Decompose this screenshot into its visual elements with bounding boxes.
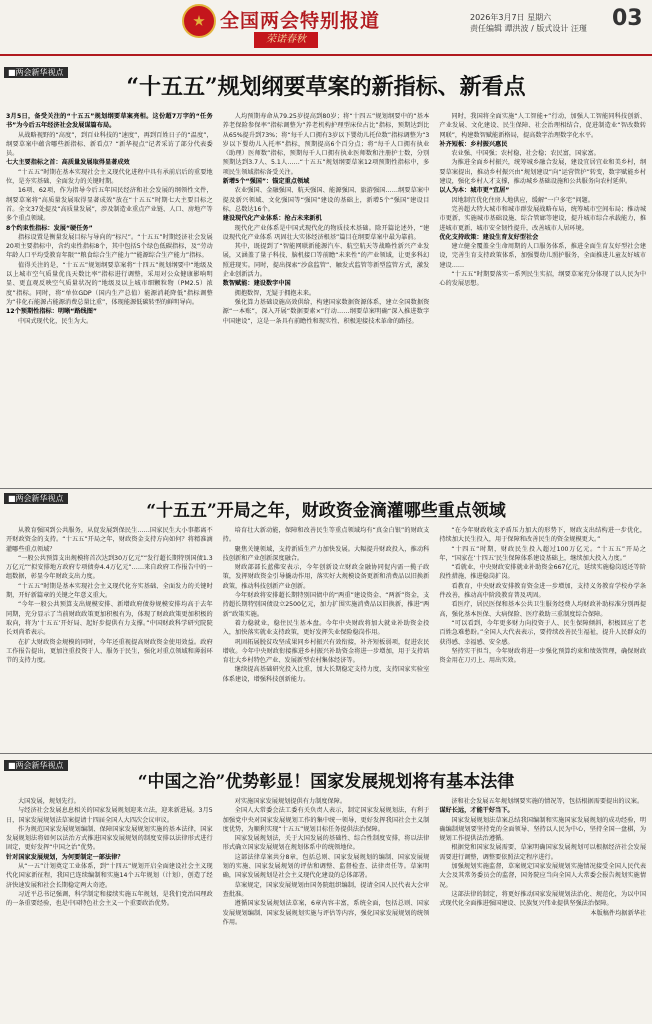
paragraph: 强化算力基础设施高效供给，构建国家数据资源体系，建立全国数据资源“一本账”，深入开展“数据要素×”行动……纲要草案明确“深入推进数字中国建设”，这是一条具有前瞻性和现实性、积极迎接技术革命的路径。 — [222, 298, 430, 325]
paragraph: 根据党和国家发展需要，草案明确国家发展规划可以根据经济社会发展需要进行调整，调整要依照法定程序进行。 — [439, 844, 647, 861]
paragraph: 中国式现代化，民生为大。 — [18, 317, 93, 325]
editor-line: 责任编辑 谭洪波 / 版式设计 汪瑾 — [470, 24, 587, 33]
subhead: 以人为本：城市更“宜居” — [439, 187, 510, 195]
article-columns — [6, 112, 646, 482]
subhead: 优化支持政策：建设生育友好型社会 — [439, 233, 539, 241]
paragraph: “十五五”时期是基本实现社会主义现代化夯实基础、全面发力的关键时期，开好新篇章的关键之年意义重大。 — [6, 582, 213, 600]
article-column — [6, 112, 213, 482]
paragraph: 财政部部长蓝佛安表示，今年创新设立财政金融协同促内需一揽子政策，发挥财政资金引导撬动作用，落实好大规模设备更新和消费品以旧换新政策，推动科技创新产业创新。 — [222, 564, 430, 590]
paragraph: 其中，既提到了“智能网联新能源汽车、航空航天等战略性新兴产业发展，又涵盖了量子科技、脑机接口等前瞻“未来性”的产业领域，让更多科幻照进现实。同时，提出探索“沙盒监管”、触发式监管等新型监管方式，激发企业创新活力。 — [222, 243, 430, 279]
article-column — [6, 797, 213, 1019]
paragraph: 今年财政将安排超长期特别国债中的“两重”建设资金、“两新”资金，支持超长期特别国债设立2500亿元，加力扩围实施消费品以旧换新，推进“两新”政策实施。 — [222, 592, 430, 618]
subhead: 谋好长远，才能干好当下。 — [439, 807, 514, 815]
article-section-3 — [0, 757, 652, 1022]
article-columns — [6, 797, 646, 1019]
paragraph: 因地制宜优化住房人地供应，缓解“一户多宅”问题。 — [451, 196, 594, 204]
article-column — [6, 526, 213, 748]
subhead: 补齐短板：乡村振兴惠民 — [439, 140, 508, 148]
article-column — [439, 526, 646, 748]
paragraph: 聚焦关键领域，支持新质生产力加快发展。大幅提升财政投入，推动科技创新和产业创新深度融合。 — [222, 545, 430, 562]
article-column — [223, 526, 430, 748]
article-headline: “十五五”规划纲要草案的新指标、新看点 — [126, 74, 526, 100]
subhead: 新增5个“强国”：锚定重点领域 — [222, 178, 310, 186]
section-divider — [0, 488, 652, 489]
paragraph: 在扩大财政资金规模的同时，今年还重视提高财政资金使用效益。政府工作报告提出，更加注重投资于人、服务于民生，强化对重点领域和薄弱环节的支持力度。 — [6, 638, 213, 665]
section-label: ■两会新华视点 — [4, 760, 68, 771]
paragraph: 着力稳就业，稳住民生基本盘。今年中央财政将加大就业补助资金投入，加快落实就业支持政策，更好发挥失业保险稳岗作用。 — [222, 619, 430, 637]
paragraph: 习近平总书记强调，科学制定和接续实施五年规划，是我们党治国理政的一条重要经验，也是中国特色社会主义一个重要政治优势。 — [6, 890, 213, 908]
paragraph: 看医疗，居民医保和基本公共卫生服务经费人均财政补助标准分别再提高，强化基本医保、大病保险、医疗救助三重制度综合保障。 — [439, 601, 647, 618]
paragraph: 3月5日，备受关注的“十五五”规划纲要草案亮相。这份超7万字的“任务书”为今后五年经济社会发展谋篇布局。 — [6, 113, 213, 130]
paragraph: 值得关注的是，“十五五”规划纲要草案将“十四五”规划纲要中“地级及以上城市空气质量优良天数比率”指标进行调整，采用对公众健康影响明显、更直观反映空气质量状况的“地级及以上城市细颗粒物（PM2.5）浓度”指标。同时，将“单位GDP（国内生产总值）能源消耗降低”指标调整为“非化石能源占能源消费总量比重”，体现能源低碳转型的鲜明导向。 — [6, 261, 213, 306]
article-column — [439, 797, 646, 1019]
paragraph: 同时，我国将全面实施“人工智能+”行动，加强人工智能同科技创新、产业发展、文化建设、民生保障、社会治理相结合，促进制造业“智改数转网联”，构建数智赋能新格局，提高数字治理数字化水平。 — [439, 113, 647, 139]
paragraph: 坚持实干担当，今年财政将进一步强化预算约束和绩效管理，确保财政资金用在刀刃上、用出实效。 — [439, 647, 647, 665]
national-emblem-icon — [182, 4, 216, 38]
paragraph: 草案规定，国家发展规划由国务院组织编制，提请全国人民代表大会审查批准。 — [222, 881, 430, 898]
paragraph: “看就业，中央财政安排就业补助资金667亿元，延续实施稳岗返还等阶段性措施，推进稳岗扩岗。 — [439, 564, 647, 581]
masthead-title: 全国两会特别报道 — [220, 10, 381, 32]
paragraph: “可以看到，今年更多财力向投资于人、民生保障倾斜，积极回应了老百姓急难愁盼。”全国人大代表表示，要持续改善民生福祉，提升人民群众的获得感、幸福感、安全感。 — [439, 619, 647, 646]
subhead: 建设现代化产业体系：抢占未来新机 — [222, 215, 322, 223]
masthead-subtitle: 荣诺春秋 — [254, 32, 318, 48]
article-column — [223, 797, 430, 1019]
paragraph: 完善超大特大城市和城市群发展战略布局，统筹城市空间布局；推动城市更新，实施城市基础设施、综合管廊等建设，提升城市综合承载能力，推进城市更新、城市安全韧性提升，改善城市人居环境。 — [439, 205, 647, 232]
subhead: 针对国家发展规划，为何要制定一部法律？ — [6, 853, 124, 861]
paragraph: “在今年财政收支矛盾压力加大的形势下，财政支出结构进一步优化，持续加大民生投入，用于保障和改善民生的资金规模更大。” — [439, 527, 647, 544]
article-section-1 — [0, 60, 652, 490]
paragraph: 巩固拓展脱贫攻坚成果同乡村振兴有效衔接，补齐短板弱项，促进农民增收。今年中央财政衔接推进乡村振兴补助资金将进一步增加，用于支持培育壮大乡村特色产业、发展新型农村集体经济等。 — [222, 638, 430, 665]
paragraph: “十四五”时期，财政民生投入超过100万亿元。“十五五”开局之年，“国家在‘十四五’民生保障体系建设基础上，继续加大投入力度。” — [439, 545, 647, 562]
masthead-info — [470, 12, 587, 34]
paragraph: 继续提高基础研究投入比重，加大长期稳定支持力度，支持国家实验室体系建设，增强科技创新能力。 — [222, 666, 430, 683]
paragraph: 从“一五”计划奠定工业体系，到“十四五”规划开启全面建设社会主义现代化国家新征程，我国已连续编制和实施14个五年规划（计划），创造了经济快速发展和社会长期稳定两大奇迹。 — [6, 863, 213, 889]
paragraph: 拥抱数智，无疑于拥抱未来。 — [234, 289, 316, 297]
paragraph: 农业强国、金融强国、航天强国、能源强国、旅游强国……纲要草案中提及新兴领域、文化强国等“强国”建设的基础上，新增5个“强国”建设目标，总数达16个。 — [222, 187, 430, 213]
paragraph: 指标设置是衡量发展目标与导向的“标尺”。“十五五”时期经济社会发展20项主要指标中，含约束性指标8个，其中包括5个绿色低碳指标，及“劳动年龄人口平均受教育年限”“粮食综合生产能力”“能源综合生产能力”指标。 — [6, 233, 213, 260]
paragraph: 这部法律草案共分8章，包括总则、国家发展规划的编制、国家发展规划的实施、国家发展规划的评估和调整、监督检查、法律责任等。草案明确，国家发展规划是社会主义现代化建设的总体部署。 — [222, 853, 430, 880]
masthead — [0, 0, 652, 58]
paragraph: 国家发展规划法草案总结我国编制和实施国家发展规划的成功经验，明确编制规划要坚持党的全面领导、坚持以人民为中心，坚持全国一盘棋，为规划工作提供法治遵循。 — [439, 816, 647, 843]
subhead: 8个约束性指标：发展“硬任务” — [6, 224, 93, 232]
paragraph: 作为规范国家发展规划编制、保障国家发展规划实施的基本法律，国家发展规划法将如何以法治方式推进国家发展规划的制度安排以法律形式进行固定，更好发挥“中国之治”优势。 — [6, 825, 213, 852]
page-number: 03 — [612, 6, 643, 31]
article-columns — [6, 526, 646, 748]
subhead: 数智赋能：建设数字中国 — [222, 280, 291, 288]
paragraph: 从教育强国到公共服务，从促发展到保民生……国家民生大小事都离不开财政资金的支持。“十五五”开局之年，财政资金支持方向如何？将精准滴灌哪些重点领域？ — [6, 527, 213, 553]
paragraph: 国家发展规划法，关于大国发展的基础性、综合性制度安排，将以法律形式确立国家发展规划在规划体系中的统领地位。 — [222, 835, 430, 852]
paragraph: 农业强、中国强；农村稳，社会稳；农民富，国家富。 — [451, 150, 600, 158]
section-label: ■两会新华视点 — [4, 493, 68, 504]
article-column — [439, 112, 646, 482]
paragraph: 大国发展，规划先行。 — [18, 798, 80, 805]
article-headline: “中国之治”优势彰显！国家发展规划将有基本法律 — [137, 772, 515, 792]
paragraph: “今年一般公共预算支出规模安排、新增政府债券规模安排均高于去年同期，充分显示了当前财政政策更加积极有为，体现了财政政策更加积极的取向，将为‘十五五’开好局、起好步提供有力支撑。”中国财政科学研究院院长刘尚希表示。 — [6, 601, 213, 637]
paragraph: 培育壮大新动能，保障和改善民生等重点领域均有“真金白银”的财政支持。 — [222, 527, 430, 544]
paragraph: 人均预期寿命从79.25岁提高到80岁；将“十四五”规划纲要中的“基本养老保险参保率”指标调整为“养老机构护理型床位占比”指标，预期达到比从65%提升到73%；将“每千人口拥有3岁以下婴幼儿托位数”指标调整为“3岁以下婴幼儿入托率”指标，预期提高6个百分点；将“每千人口拥有执业（助理）医师数”指标，预期每千人口拥有执业医师数和注册护士数，分别预期达到3.7人、5.1人……“十五五”规划纲要草案12项预期性指标中，多项民生领域指标备受关注。 — [222, 113, 430, 176]
article-headline: “十五五”开局之年，财政资金滴灌哪些重点领域 — [146, 501, 506, 521]
paragraph: 为推进全面乡村振兴，统筹城乡融合发展，建设宜居宜业和美乡村，纲要草案提出，推动乡村振兴由“规划建设”向“运营管护”转变，数字赋能乡村建设，强化乡村人才支撑，推动城乡基础设施和公共服务向农村延伸。 — [439, 159, 647, 186]
paragraph: 遵循国家发展规划法草案，6章内容丰富，系统全面，包括总则、国家发展规划编制、国家发展规划实施与评估等内容，强化国家发展规划的统领作用。 — [222, 900, 430, 926]
paragraph: 16项、62项，作为指导今后五年国民经济和社会发展的纲领性文件，纲要草案将“高质量发展取得显著成效”放在“十五五”时期七大主要目标之首。全文37处提及“高质量发展”，涉及制造业重点产业链、人口、房地产等多个重点领域。 — [6, 187, 213, 223]
paragraph: 看教育，中央财政安排教育资金进一步增加，支持义务教育学校办学条件改善，推动高中阶段教育普及巩固。 — [439, 582, 647, 600]
article-column — [223, 112, 430, 482]
paragraph: 与经济社会发展息息相关的国家发展规划迎来立法，迎来新进展。3月5日，国家发展规划法草案提请十四届全国人大四次会议审议。 — [6, 807, 213, 824]
date-line: 2026年3月7日 星期六 — [470, 13, 552, 22]
source-credit: 本版稿件均据新华社 — [590, 909, 647, 917]
paragraph: 对实施国家发展规划提供有力制度保障。 — [234, 798, 347, 805]
section-divider — [0, 753, 652, 754]
paragraph: 加强规划实施监督，草案规定国家发展规划实施情况接受全国人民代表大会及其常务委员会的监督，国务院应当向全国人大常委会报告规划实施情况。 — [439, 863, 647, 889]
masthead-rule — [0, 54, 652, 56]
paragraph: 建立健全覆盖全生命周期的人口服务体系，推进全面生育友好型社会建设，完善生育支持政策体系，加强婴幼儿照护服务，全面推进儿童友好城市建设…… — [439, 243, 647, 269]
section-label: ■两会新华视点 — [4, 67, 68, 78]
paragraph: 这部法律的制定，将更好推动国家发展规划法治化、规范化，为以中国式现代化全面推进强国建设、民族复兴伟业提供坚强法治保障。 — [439, 890, 647, 908]
paragraph: “十五五”时期要落实一系列民生实招，纲要草案充分体现了以人民为中心的发展思想。 — [439, 271, 647, 288]
paragraph: “十五五”时期在基本实现社会主义现代化进程中具有承前启后的重要地位，是夯实基础、全面发力的关键时期。 — [6, 168, 213, 186]
subhead: 七大主要指标之首：高质量发展取得显著成效 — [6, 159, 130, 167]
subhead: 12个预期性指标：明晰“路线图” — [6, 308, 97, 316]
paragraph: 全国人大常委会法工委有关负责人表示，制定国家发展规划法，有利于加强党中央对国家发展规划工作的集中统一领导，更好发挥我国社会主义制度优势，为顺利实现“十五五”规划目标任务提供法治保障。 — [222, 807, 430, 833]
paragraph: 现代化产业体系是中国式现代化的物质技术基础。除开篇论述外，“建设现代化产业体系 巩固壮大实体经济根基”篇目在纲要草案中最为靠前。 — [222, 224, 430, 241]
paragraph: 从战略视野的“高度”，到百业科技的“速度”，再到百姓日子的“温度”，纲要草案中蕴含哪些新指标、新看点？“新华视点”记者采访了部分代表委员。 — [6, 131, 213, 158]
paragraph: “一般公共预算支出规模将首次达到30万亿元”“发行超长期特别国债1.3万亿元”“拟安排地方政府专项债券4.4万亿元”……来自政府工作报告中的一组数据，彰显今年财政支出力度。 — [6, 554, 213, 581]
article-section-2 — [0, 490, 652, 755]
paragraph: 济和社会发展五年规划纲要实施的情况等，包括根据需要提出的议案。 — [451, 798, 644, 805]
